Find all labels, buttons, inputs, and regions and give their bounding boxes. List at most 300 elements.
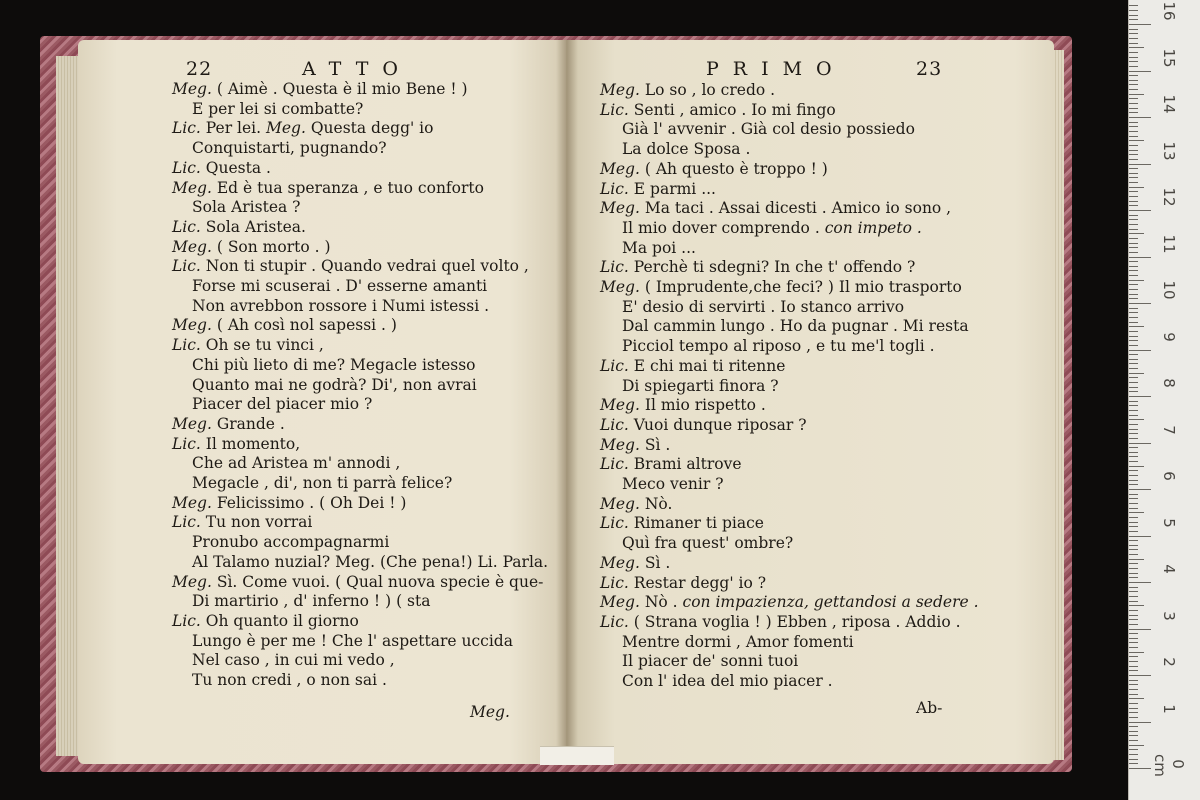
speaker-label: Lic. xyxy=(172,217,201,236)
text-line xyxy=(600,258,915,277)
ruler-tick xyxy=(1129,503,1138,504)
speaker-label: Meg. xyxy=(172,493,212,512)
ruler-tick xyxy=(1129,591,1138,592)
verse-text: Forse mi scuserai . D' esserne amanti xyxy=(192,277,488,295)
ruler-tick xyxy=(1129,373,1144,374)
right-page xyxy=(566,40,1054,764)
ruler-tick xyxy=(1129,545,1138,546)
ruler-tick xyxy=(1129,638,1138,639)
speaker-label: Meg. xyxy=(600,159,640,178)
ruler-label: 3 xyxy=(1160,610,1178,621)
verse-text: Nò. xyxy=(644,494,673,513)
speaker-label: Lic. xyxy=(600,415,629,434)
ruler-tick xyxy=(1129,456,1138,457)
speaker-label: Meg. xyxy=(600,593,640,612)
ruler-tick xyxy=(1129,443,1151,444)
verse-text: Grande . xyxy=(216,414,285,433)
ruler-tick xyxy=(1129,475,1138,476)
speaker-label: Lic. xyxy=(600,258,629,277)
verse-text: Ma poi ... xyxy=(622,238,696,257)
ruler-tick xyxy=(1129,573,1138,574)
ruler-tick xyxy=(1129,47,1144,48)
ruler-tick xyxy=(1129,173,1138,174)
ruler-tick xyxy=(1129,689,1138,690)
text-line xyxy=(192,277,487,296)
ruler-tick xyxy=(1129,526,1138,527)
verse-text: Lo so , lo credo . xyxy=(644,81,776,99)
ruler-tick xyxy=(1129,52,1138,53)
speaker-label: Meg. xyxy=(172,237,212,256)
ruler-tick xyxy=(1129,424,1138,425)
spine-bottom-strip xyxy=(540,746,614,765)
text-line xyxy=(600,514,764,533)
text-line xyxy=(600,613,961,632)
verse-text: Per lei. xyxy=(205,119,262,138)
text-line xyxy=(600,101,836,120)
verse-text: Non avrebbon rossore i Numi istessi . xyxy=(192,296,490,315)
ruler-tick xyxy=(1129,661,1138,662)
ruler-tick xyxy=(1129,768,1151,769)
speaker-label: Lic. xyxy=(600,179,629,198)
text-line xyxy=(622,239,696,258)
verse-text: Il mio rispetto . xyxy=(644,396,766,415)
ruler-tick xyxy=(1129,615,1138,616)
ruler-tick xyxy=(1129,619,1138,620)
verse-text: Felicissimo . ( Oh Dei ! ) xyxy=(216,493,407,512)
page-block-edge-left xyxy=(56,56,80,756)
speaker-label: Meg. xyxy=(600,396,640,415)
ruler-tick xyxy=(1129,745,1144,746)
verse-text: E per lei si combatte? xyxy=(192,99,364,118)
ruler-tick xyxy=(1129,759,1138,760)
ruler-label: 14 xyxy=(1160,94,1178,114)
speaker-label: Lic. xyxy=(600,455,629,474)
text-line xyxy=(600,495,672,514)
verse-text: Rimaner ti piace xyxy=(633,514,764,533)
verse-text: Oh quanto il giorno xyxy=(205,611,359,630)
verse-text: ( Ah così nol sapessi . ) xyxy=(216,316,397,335)
ruler-tick xyxy=(1129,559,1144,560)
speaker-label: Meg. xyxy=(172,572,212,591)
ruler-tick xyxy=(1129,284,1138,285)
ruler-label: 12 xyxy=(1160,187,1178,207)
text-line xyxy=(600,436,670,455)
verse-text: La dolce Sposa . xyxy=(622,140,751,159)
speaker-label: Lic. xyxy=(172,336,201,355)
verse-text: E parmi ... xyxy=(633,179,716,198)
ruler-tick xyxy=(1129,229,1138,230)
text-line xyxy=(622,337,935,356)
measuring-ruler xyxy=(1128,0,1200,800)
ruler-tick xyxy=(1129,377,1138,378)
text-line xyxy=(172,435,300,454)
text-line xyxy=(622,633,854,652)
ruler-label: 0 cm xyxy=(1151,754,1187,777)
ruler-tick xyxy=(1129,698,1144,699)
text-line xyxy=(600,396,766,415)
verse-text: Tu non credi , o non sai . xyxy=(192,671,387,689)
ruler-label: 5 xyxy=(1160,517,1178,528)
text-line xyxy=(172,218,306,237)
ruler-tick xyxy=(1129,429,1138,430)
text-line xyxy=(172,415,285,434)
ruler-tick xyxy=(1129,419,1144,420)
ruler-tick xyxy=(1129,238,1138,239)
ruler-tick xyxy=(1129,642,1138,643)
verse-text: Il momento, xyxy=(205,434,301,453)
verse-text: Nel caso , in cui mi vedo , xyxy=(192,651,395,670)
text-line xyxy=(600,199,951,218)
ruler-label: 11 xyxy=(1160,233,1178,254)
verse-text: Restar degg' io ? xyxy=(633,573,767,592)
text-line xyxy=(192,139,387,158)
ruler-tick xyxy=(1129,489,1151,490)
text-line xyxy=(172,159,271,178)
ruler-tick xyxy=(1129,252,1138,253)
ruler-tick xyxy=(1129,150,1138,151)
ruler-tick xyxy=(1129,522,1138,523)
ruler-tick xyxy=(1129,656,1138,657)
ruler-tick xyxy=(1129,680,1138,681)
ruler-tick xyxy=(1129,568,1138,569)
verse-text: Megacle , di', non ti parrà felice? xyxy=(192,474,453,492)
ruler-label: 4 xyxy=(1160,564,1178,574)
text-line xyxy=(192,297,489,316)
ruler-tick xyxy=(1129,494,1138,495)
speaker-label: Lic. xyxy=(172,158,201,177)
ruler-tick xyxy=(1129,684,1138,685)
ruler-label: 1 xyxy=(1160,703,1178,714)
ruler-tick xyxy=(1129,396,1151,397)
ruler-tick xyxy=(1129,605,1144,606)
text-line xyxy=(622,475,724,494)
ruler-tick xyxy=(1129,303,1151,304)
ruler-tick xyxy=(1129,210,1151,211)
ruler-tick xyxy=(1129,247,1138,248)
ruler-tick xyxy=(1129,336,1138,337)
page-number-right: 23 xyxy=(916,58,943,80)
text-line xyxy=(192,395,372,414)
verse-text: Sì . xyxy=(644,553,671,572)
text-line xyxy=(192,474,452,493)
text-line xyxy=(192,553,548,572)
verse-text: Chi più lieto di me? Megacle istesso xyxy=(192,355,476,374)
ruler-tick xyxy=(1129,80,1138,81)
ruler-tick xyxy=(1129,582,1151,583)
running-head-primo: PRIMO xyxy=(706,58,846,80)
ruler-tick xyxy=(1129,196,1138,197)
verse-text: Picciol tempo al riposo , e tu me'l togli . xyxy=(622,337,935,356)
verse-text: Quì fra quest' ombre? xyxy=(622,534,794,553)
ruler-tick xyxy=(1129,563,1138,564)
ruler-tick xyxy=(1129,350,1151,351)
ruler-label: 7 xyxy=(1160,424,1178,435)
ruler-tick xyxy=(1129,257,1151,258)
text-line xyxy=(600,357,785,376)
verse-text: Dal cammin lungo . Ho da pugnar . Mi resta xyxy=(622,317,969,336)
speaker-label: Meg. xyxy=(600,494,640,513)
ruler-tick xyxy=(1129,433,1138,434)
ruler-tick xyxy=(1129,266,1138,267)
ruler-tick xyxy=(1129,536,1151,537)
ruler-tick xyxy=(1129,647,1138,648)
ruler-tick xyxy=(1129,275,1138,276)
text-line xyxy=(600,593,979,612)
ruler-tick xyxy=(1129,317,1138,318)
text-line xyxy=(192,533,389,552)
verse-text: Il piacer de' sonni tuoi xyxy=(622,652,799,671)
ruler-tick xyxy=(1129,340,1138,341)
verse-text: Sì . xyxy=(644,435,671,454)
text-line xyxy=(192,376,477,395)
ruler-tick xyxy=(1129,610,1138,611)
ruler-label: 10 xyxy=(1160,280,1178,300)
ruler-tick xyxy=(1129,294,1138,295)
verse-text: Sola Aristea. xyxy=(205,217,306,236)
book-spine xyxy=(556,40,578,764)
ruler-tick xyxy=(1129,540,1138,541)
ruler-tick xyxy=(1129,298,1138,299)
speaker-label: Meg. xyxy=(600,199,640,218)
ruler-tick xyxy=(1129,98,1138,99)
ruler-tick xyxy=(1129,19,1138,20)
ruler-tick xyxy=(1129,508,1138,509)
verse-text: Con l' idea del mio piacer . xyxy=(622,672,833,690)
verse-text: Ma taci . Assai dicesti . Amico io sono , xyxy=(644,199,952,218)
ruler-label: 2 xyxy=(1160,657,1178,667)
ruler-tick xyxy=(1129,33,1138,34)
speaker-label: Meg. xyxy=(266,119,306,138)
text-line xyxy=(622,652,798,671)
ruler-tick xyxy=(1129,735,1138,736)
ruler-tick xyxy=(1129,447,1138,448)
text-line xyxy=(622,298,904,317)
speaker-label: Lic. xyxy=(600,514,629,533)
text-line xyxy=(172,80,468,99)
speaker-label: Meg. xyxy=(172,178,212,197)
ruler-tick xyxy=(1129,187,1144,188)
speaker-label: Lic. xyxy=(172,434,201,453)
ruler-tick xyxy=(1129,66,1138,67)
ruler-tick xyxy=(1129,177,1138,178)
ruler-tick xyxy=(1129,498,1138,499)
ruler-tick xyxy=(1129,763,1138,764)
ruler-tick xyxy=(1129,666,1138,667)
ruler-tick xyxy=(1129,452,1138,453)
speaker-label: Meg. xyxy=(172,414,212,433)
ruler-tick xyxy=(1129,140,1144,141)
ruler-tick xyxy=(1129,233,1144,234)
verse-text: Sola Aristea ? xyxy=(192,198,301,217)
ruler-tick xyxy=(1129,624,1138,625)
ruler-tick xyxy=(1129,577,1138,578)
ruler-tick xyxy=(1129,219,1138,220)
ruler-tick xyxy=(1129,312,1138,313)
text-line xyxy=(622,377,779,396)
verse-text: Di spiegarti finora ? xyxy=(622,376,779,395)
text-line xyxy=(600,416,807,435)
speaker-label: Lic. xyxy=(600,100,629,119)
ruler-tick xyxy=(1129,112,1138,113)
ruler-tick xyxy=(1129,122,1138,123)
ruler-tick xyxy=(1129,754,1138,755)
verse-text: Che ad Aristea m' annodi , xyxy=(192,454,401,473)
speaker-label: Meg. xyxy=(600,81,640,99)
ruler-label: 9 xyxy=(1160,331,1178,342)
ruler-tick xyxy=(1129,191,1138,192)
page-number-left: 22 xyxy=(186,58,213,80)
ruler-tick xyxy=(1129,84,1138,85)
ruler-tick xyxy=(1129,326,1144,327)
ruler-tick xyxy=(1129,43,1138,44)
ruler-tick xyxy=(1129,708,1138,709)
text-line xyxy=(192,671,387,690)
text-line xyxy=(622,534,793,553)
text-line xyxy=(600,554,670,573)
ruler-label: 6 xyxy=(1160,471,1178,481)
text-line xyxy=(172,179,484,198)
verse-text: Conquistarti, pugnando? xyxy=(192,139,387,158)
left-page xyxy=(78,40,568,764)
ruler-tick xyxy=(1129,633,1138,634)
ruler-tick xyxy=(1129,136,1138,137)
ruler-tick xyxy=(1129,363,1138,364)
ruler-tick xyxy=(1129,405,1138,406)
verse-text: Piacer del piacer mio ? xyxy=(192,395,373,414)
verse-text: Pronubo accompagnarmi xyxy=(192,533,390,552)
text-line xyxy=(600,574,766,593)
ruler-tick xyxy=(1129,731,1138,732)
ruler-tick xyxy=(1129,531,1138,532)
stage-direction: con impazienza, gettandosi a sedere . xyxy=(682,593,979,612)
text-line xyxy=(192,454,400,473)
verse-text: Sì. Come vuoi. ( Qual nuova specie è que- xyxy=(216,572,544,591)
ruler-tick xyxy=(1129,596,1138,597)
verse-text: Mentre dormi , Amor fomenti xyxy=(622,632,854,651)
verse-text: Vuoi dunque riposar ? xyxy=(633,415,807,434)
ruler-tick xyxy=(1129,182,1138,183)
text-line xyxy=(172,513,312,532)
verse-text: Questa . xyxy=(205,158,271,177)
ruler-tick xyxy=(1129,103,1138,104)
ruler-tick xyxy=(1129,712,1138,713)
text-line xyxy=(192,632,513,651)
text-line xyxy=(172,612,359,631)
verse-text: Non ti stupir . Quando vedrai quel volto , xyxy=(205,257,529,276)
ruler-tick xyxy=(1129,331,1138,332)
text-line xyxy=(192,356,476,375)
ruler-tick xyxy=(1129,354,1138,355)
speaker-label: Meg. xyxy=(600,553,640,572)
text-line xyxy=(600,455,742,474)
ruler-tick xyxy=(1129,587,1138,588)
ruler-tick xyxy=(1129,289,1138,290)
verse-text: Già l' avvenir . Già col desio possiedo xyxy=(622,120,915,139)
ruler-tick xyxy=(1129,215,1138,216)
ruler-tick xyxy=(1129,717,1138,718)
ruler-tick xyxy=(1129,261,1138,262)
verse-text: ( Ah questo è troppo ! ) xyxy=(644,159,828,178)
ruler-tick xyxy=(1129,703,1138,704)
ruler-tick xyxy=(1129,601,1138,602)
ruler-tick xyxy=(1129,38,1138,39)
ruler-tick xyxy=(1129,670,1138,671)
ruler-tick xyxy=(1129,722,1151,723)
verse-text: Senti , amico . Io mi fingo xyxy=(633,100,836,119)
ruler-tick xyxy=(1129,24,1151,25)
ruler-tick xyxy=(1129,15,1138,16)
ruler-tick xyxy=(1129,368,1138,369)
ruler-tick xyxy=(1129,75,1138,76)
speaker-label: Lic. xyxy=(172,513,201,532)
ruler-tick xyxy=(1129,168,1138,169)
text-line xyxy=(622,317,969,336)
ruler-tick xyxy=(1129,224,1138,225)
verse-text: ( Strana voglia ! ) Ebben , riposa . Addio . xyxy=(633,612,961,631)
ruler-tick xyxy=(1129,94,1144,95)
ruler-tick xyxy=(1129,5,1138,6)
text-line xyxy=(622,120,915,139)
ruler-tick xyxy=(1129,726,1138,727)
text-line xyxy=(622,672,833,691)
verse-text: Lungo è per me ! Che l' aspettare uccida xyxy=(192,631,513,650)
ruler-tick xyxy=(1129,89,1138,90)
ruler-tick xyxy=(1129,415,1138,416)
ruler-tick xyxy=(1129,675,1151,676)
text-line xyxy=(172,494,406,513)
text-line xyxy=(192,651,395,670)
text-line xyxy=(600,278,962,297)
text-line xyxy=(192,198,300,217)
ruler-tick xyxy=(1129,243,1138,244)
ruler-tick xyxy=(1129,629,1151,630)
verse-text: Quanto mai ne godrà? Di', non avrai xyxy=(192,375,477,394)
speaker-label: Meg. xyxy=(172,80,212,98)
text-line xyxy=(172,573,543,592)
text-line xyxy=(600,81,775,100)
verse-text: Oh se tu vinci , xyxy=(205,336,324,355)
ruler-tick xyxy=(1129,382,1138,383)
text-line xyxy=(172,257,529,276)
verse-text: Questa degg' io xyxy=(310,119,434,138)
verse-text: Ed è tua speranza , e tuo conforto xyxy=(216,178,484,197)
ruler-tick xyxy=(1129,131,1138,132)
text-line xyxy=(172,119,433,138)
ruler-tick xyxy=(1129,117,1151,118)
text-line xyxy=(622,219,922,238)
speaker-label: Meg. xyxy=(172,316,212,335)
ruler-tick xyxy=(1129,470,1138,471)
ruler-tick xyxy=(1129,401,1138,402)
ruler-tick xyxy=(1129,512,1144,513)
ruler-label: 16 xyxy=(1160,1,1178,21)
verse-text: Tu non vorrai xyxy=(205,513,313,532)
ruler-tick xyxy=(1129,554,1138,555)
speaker-label: Lic. xyxy=(172,611,201,630)
verse-text: E' desio di servirti . Io stanco arrivo xyxy=(622,297,905,316)
speaker-label: Lic. xyxy=(172,119,201,138)
verse-text: Al Talamo nuzial? Meg. (Che pena!) Li. Parla. xyxy=(192,552,549,571)
ruler-tick xyxy=(1129,57,1138,58)
ruler-tick xyxy=(1129,201,1138,202)
ruler-tick xyxy=(1129,345,1138,346)
verse-text: Di martirio , d' inferno ! ) ( sta xyxy=(192,592,431,611)
ruler-tick xyxy=(1129,159,1138,160)
speaker-label: Lic. xyxy=(600,356,629,375)
ruler-tick xyxy=(1129,322,1138,323)
catchword-left: Meg. xyxy=(470,703,510,721)
ruler-tick xyxy=(1129,270,1138,271)
